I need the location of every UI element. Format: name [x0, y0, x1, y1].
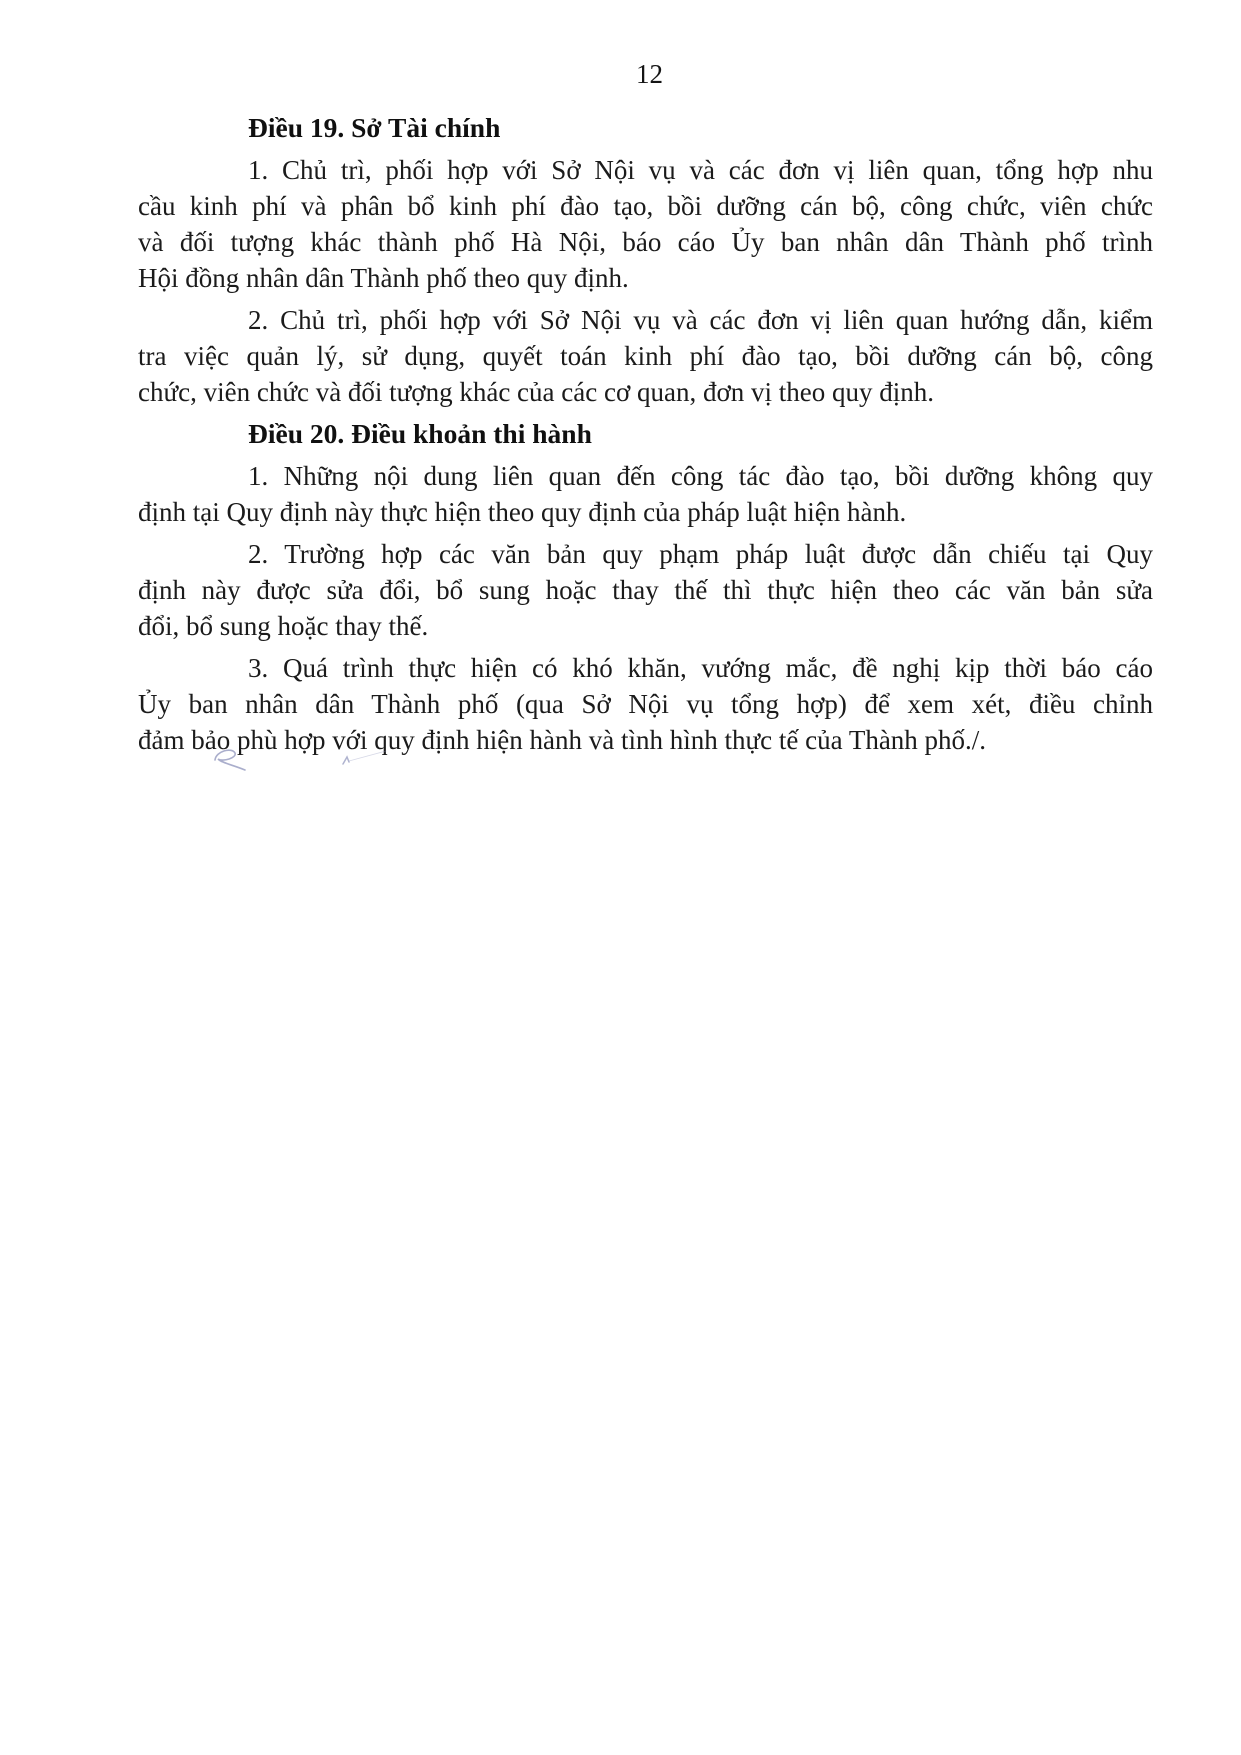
article-20-heading: Điều 20. Điều khoản thi hành [248, 418, 592, 449]
text-line: 2. Chủ trì, phối hợp với Sở Nội vụ và các đơn vị liên quan hướng dẫn, kiểm [248, 305, 1153, 335]
text-line: 2. Trường hợp các văn bản quy phạm pháp luật được dẫn chiếu tại Quy [248, 539, 1153, 569]
article-20-paragraph-2 [138, 536, 1153, 644]
article-19-paragraph-1 [138, 152, 1153, 296]
text-line: định này được sửa đổi, bổ sung hoặc thay thế thì thực hiện theo các văn bản sửa [138, 575, 1153, 605]
article-19-paragraph-2 [138, 302, 1153, 410]
article-19-heading: Điều 19. Sở Tài chính [248, 112, 501, 143]
text-line: định tại Quy định này thực hiện theo quy định của pháp luật hiện hành. [138, 497, 907, 527]
text-line: 3. Quá trình thực hiện có khó khăn, vướng mắc, đề nghị kịp thời báo cáo [248, 653, 1153, 683]
text-line: Ủy ban nhân dân Thành phố (qua Sở Nội vụ tổng hợp) để xem xét, điều chỉnh [138, 689, 1153, 719]
text-line: chức, viên chức và đối tượng khác của các cơ quan, đơn vị theo quy định. [138, 377, 934, 407]
document-body [138, 110, 1153, 758]
text-line: Hội đồng nhân dân Thành phố theo quy định. [138, 263, 629, 293]
text-line: 1. Những nội dung liên quan đến công tác đào tạo, bồi dưỡng không quy [248, 461, 1153, 491]
article-20-paragraph-3 [138, 650, 1153, 758]
page-number: 12 [636, 59, 663, 89]
text-line: tra việc quản lý, sử dụng, quyết toán kinh phí đào tạo, bồi dưỡng cán bộ, công [138, 341, 1153, 371]
text-line: 1. Chủ trì, phối hợp với Sở Nội vụ và các đơn vị liên quan, tổng hợp nhu [248, 155, 1153, 185]
text-line: và đối tượng khác thành phố Hà Nội, báo cáo Ủy ban nhân dân Thành phố trình [138, 227, 1153, 257]
text-line: cầu kinh phí và phân bổ kinh phí đào tạo, bồi dưỡng cán bộ, công chức, viên chức [138, 191, 1153, 221]
text-line: đảm bảo phù hợp với quy định hiện hành và tình hình thực tế của Thành phố./. [138, 725, 987, 755]
text-line: đổi, bổ sung hoặc thay thế. [138, 611, 429, 641]
article-20-paragraph-1 [138, 458, 1153, 530]
